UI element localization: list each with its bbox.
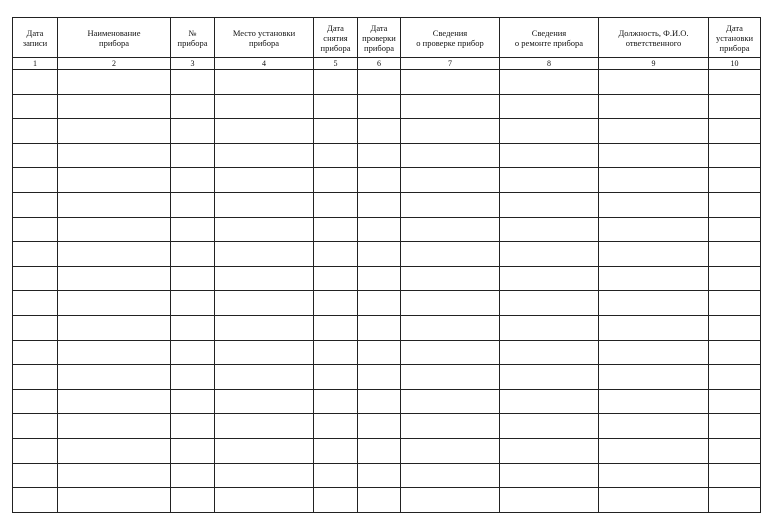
table-cell [401, 94, 500, 119]
table-cell [171, 143, 215, 168]
table-cell [314, 143, 358, 168]
table-cell [215, 168, 314, 193]
table-cell [599, 94, 709, 119]
table-cell [171, 340, 215, 365]
table-row [13, 192, 761, 217]
table-cell [58, 217, 171, 242]
table-cell [215, 192, 314, 217]
table-cell [171, 94, 215, 119]
table-cell [401, 266, 500, 291]
table-cell [314, 266, 358, 291]
table-cell [358, 70, 401, 95]
col-number: 10 [709, 58, 761, 70]
table-cell [13, 389, 58, 414]
table-cell [13, 365, 58, 390]
table-cell [709, 266, 761, 291]
table-cell [709, 291, 761, 316]
table-cell [58, 389, 171, 414]
table-row [13, 315, 761, 340]
table-cell [500, 414, 599, 439]
table-cell [215, 143, 314, 168]
table-cell [709, 168, 761, 193]
table-cell [709, 143, 761, 168]
table-cell [401, 192, 500, 217]
column-number-row [13, 58, 761, 70]
table-cell [401, 389, 500, 414]
table-cell [358, 217, 401, 242]
col-number: 3 [171, 58, 215, 70]
table-cell [500, 143, 599, 168]
table-cell [500, 70, 599, 95]
table-row [13, 488, 761, 513]
table-cell [314, 217, 358, 242]
table-cell [358, 463, 401, 488]
table-cell [401, 438, 500, 463]
table-cell [709, 242, 761, 267]
table-cell [171, 438, 215, 463]
table-cell [401, 143, 500, 168]
table-cell [401, 119, 500, 144]
table-cell [709, 365, 761, 390]
table-cell [500, 340, 599, 365]
table-cell [709, 119, 761, 144]
table-cell [215, 70, 314, 95]
table-cell [58, 365, 171, 390]
table-cell [13, 119, 58, 144]
table-cell [13, 192, 58, 217]
col-header-entry-date: Дата записи [13, 18, 58, 58]
table-cell [358, 488, 401, 513]
table-cell [709, 217, 761, 242]
table-cell [599, 242, 709, 267]
table-cell [13, 70, 58, 95]
table-cell [58, 192, 171, 217]
col-number: 9 [599, 58, 709, 70]
table-cell [215, 340, 314, 365]
table-cell [500, 315, 599, 340]
table-cell [13, 242, 58, 267]
table-cell [358, 168, 401, 193]
table-cell [401, 70, 500, 95]
table-cell [401, 463, 500, 488]
col-header-removal-date: Дата снятия прибора [314, 18, 358, 58]
table-cell [599, 168, 709, 193]
table-cell [314, 70, 358, 95]
table-cell [709, 488, 761, 513]
table-row [13, 94, 761, 119]
table-cell [500, 94, 599, 119]
table-cell [13, 94, 58, 119]
table-cell [358, 414, 401, 439]
table-cell [215, 242, 314, 267]
table-cell [58, 315, 171, 340]
table-cell [171, 266, 215, 291]
table-row [13, 70, 761, 95]
table-cell [58, 94, 171, 119]
table-cell [13, 488, 58, 513]
table-cell [500, 438, 599, 463]
table-cell [500, 266, 599, 291]
table-cell [709, 414, 761, 439]
table-cell [709, 340, 761, 365]
table-cell [358, 143, 401, 168]
table-cell [58, 70, 171, 95]
table-cell [709, 438, 761, 463]
table-cell [358, 192, 401, 217]
table-cell [314, 242, 358, 267]
table-cell [401, 217, 500, 242]
table-cell [171, 463, 215, 488]
table-row [13, 242, 761, 267]
table-cell [215, 291, 314, 316]
table-cell [500, 365, 599, 390]
table-cell [358, 94, 401, 119]
table-cell [709, 315, 761, 340]
table-cell [58, 291, 171, 316]
table-cell [314, 340, 358, 365]
table-cell [13, 414, 58, 439]
table-row [13, 143, 761, 168]
table-cell [599, 438, 709, 463]
table-cell [401, 365, 500, 390]
col-header-install-date: Дата установки прибора [709, 18, 761, 58]
table-cell [215, 94, 314, 119]
table-cell [358, 340, 401, 365]
table-cell [599, 217, 709, 242]
table-cell [314, 192, 358, 217]
table-cell [58, 340, 171, 365]
table-cell [358, 365, 401, 390]
table-cell [215, 389, 314, 414]
table-cell [215, 414, 314, 439]
table-cell [13, 217, 58, 242]
table-cell [500, 242, 599, 267]
table-cell [314, 119, 358, 144]
table-cell [709, 192, 761, 217]
table-cell [599, 291, 709, 316]
table-cell [171, 217, 215, 242]
table-cell [599, 488, 709, 513]
table-cell [13, 143, 58, 168]
table-cell [215, 315, 314, 340]
table-cell [500, 463, 599, 488]
table-cell [314, 315, 358, 340]
table-cell [314, 291, 358, 316]
table-cell [358, 438, 401, 463]
table-cell [358, 291, 401, 316]
table-cell [314, 414, 358, 439]
journal-sheet [12, 17, 761, 513]
table-cell [599, 315, 709, 340]
table-cell [314, 488, 358, 513]
table-cell [314, 94, 358, 119]
col-header-repair-info: Сведения о ремонте прибора [500, 18, 599, 58]
table-cell [171, 192, 215, 217]
table-cell [13, 266, 58, 291]
table-cell [58, 488, 171, 513]
table-cell [13, 463, 58, 488]
table-cell [401, 315, 500, 340]
table-cell [599, 414, 709, 439]
table-cell [171, 488, 215, 513]
table-cell [599, 340, 709, 365]
table-cell [500, 119, 599, 144]
table-row [13, 291, 761, 316]
table-cell [599, 70, 709, 95]
col-header-device-number: № прибора [171, 18, 215, 58]
table-row [13, 389, 761, 414]
table-cell [13, 291, 58, 316]
table-cell [358, 119, 401, 144]
table-cell [171, 70, 215, 95]
table-cell [314, 168, 358, 193]
col-header-install-location: Место установки прибора [215, 18, 314, 58]
table-cell [13, 340, 58, 365]
table-cell [314, 438, 358, 463]
header-row [13, 18, 761, 58]
table-cell [13, 438, 58, 463]
table-cell [171, 291, 215, 316]
table-cell [171, 365, 215, 390]
table-cell [171, 242, 215, 267]
table-cell [171, 168, 215, 193]
table-cell [171, 119, 215, 144]
table-cell [500, 389, 599, 414]
table-cell [171, 414, 215, 439]
table-row [13, 119, 761, 144]
table-cell [215, 217, 314, 242]
table-cell [215, 438, 314, 463]
table-cell [709, 70, 761, 95]
table-cell [500, 217, 599, 242]
table-cell [58, 119, 171, 144]
table-cell [401, 414, 500, 439]
table-cell [500, 192, 599, 217]
table-cell [401, 340, 500, 365]
instrument-log-table [12, 17, 761, 513]
table-cell [709, 94, 761, 119]
col-number: 6 [358, 58, 401, 70]
col-header-device-name: Наименование прибора [58, 18, 171, 58]
col-number: 4 [215, 58, 314, 70]
table-cell [314, 463, 358, 488]
col-number: 8 [500, 58, 599, 70]
col-header-check-date: Дата проверки прибора [358, 18, 401, 58]
table-cell [709, 463, 761, 488]
col-number: 7 [401, 58, 500, 70]
col-number: 2 [58, 58, 171, 70]
table-cell [215, 266, 314, 291]
table-cell [215, 119, 314, 144]
col-header-check-info: Сведения о проверке прибор [401, 18, 500, 58]
table-row [13, 168, 761, 193]
table-cell [58, 143, 171, 168]
table-cell [171, 389, 215, 414]
table-cell [358, 242, 401, 267]
table-cell [500, 291, 599, 316]
col-header-responsible: Должность, Ф.И.О. ответственного [599, 18, 709, 58]
col-number: 1 [13, 58, 58, 70]
table-row [13, 438, 761, 463]
table-cell [215, 463, 314, 488]
col-number: 5 [314, 58, 358, 70]
table-cell [599, 192, 709, 217]
table-cell [358, 266, 401, 291]
table-cell [215, 488, 314, 513]
table-cell [58, 414, 171, 439]
table-cell [401, 242, 500, 267]
table-row [13, 266, 761, 291]
table-row [13, 340, 761, 365]
table-cell [599, 119, 709, 144]
table-cell [599, 266, 709, 291]
table-cell [58, 438, 171, 463]
table-cell [58, 463, 171, 488]
table-cell [599, 463, 709, 488]
table-row [13, 414, 761, 439]
table-cell [401, 291, 500, 316]
table-cell [401, 168, 500, 193]
table-row [13, 463, 761, 488]
table-cell [358, 389, 401, 414]
table-cell [13, 315, 58, 340]
table-body [13, 70, 761, 513]
table-cell [314, 389, 358, 414]
table-row [13, 365, 761, 390]
table-cell [599, 143, 709, 168]
table-cell [171, 315, 215, 340]
table-cell [358, 315, 401, 340]
table-cell [599, 365, 709, 390]
table-cell [58, 168, 171, 193]
table-cell [500, 488, 599, 513]
table-cell [13, 168, 58, 193]
table-cell [215, 365, 314, 390]
table-cell [58, 242, 171, 267]
table-cell [58, 266, 171, 291]
table-cell [401, 488, 500, 513]
table-cell [500, 168, 599, 193]
table-cell [709, 389, 761, 414]
table-cell [599, 389, 709, 414]
table-cell [314, 365, 358, 390]
table-row [13, 217, 761, 242]
